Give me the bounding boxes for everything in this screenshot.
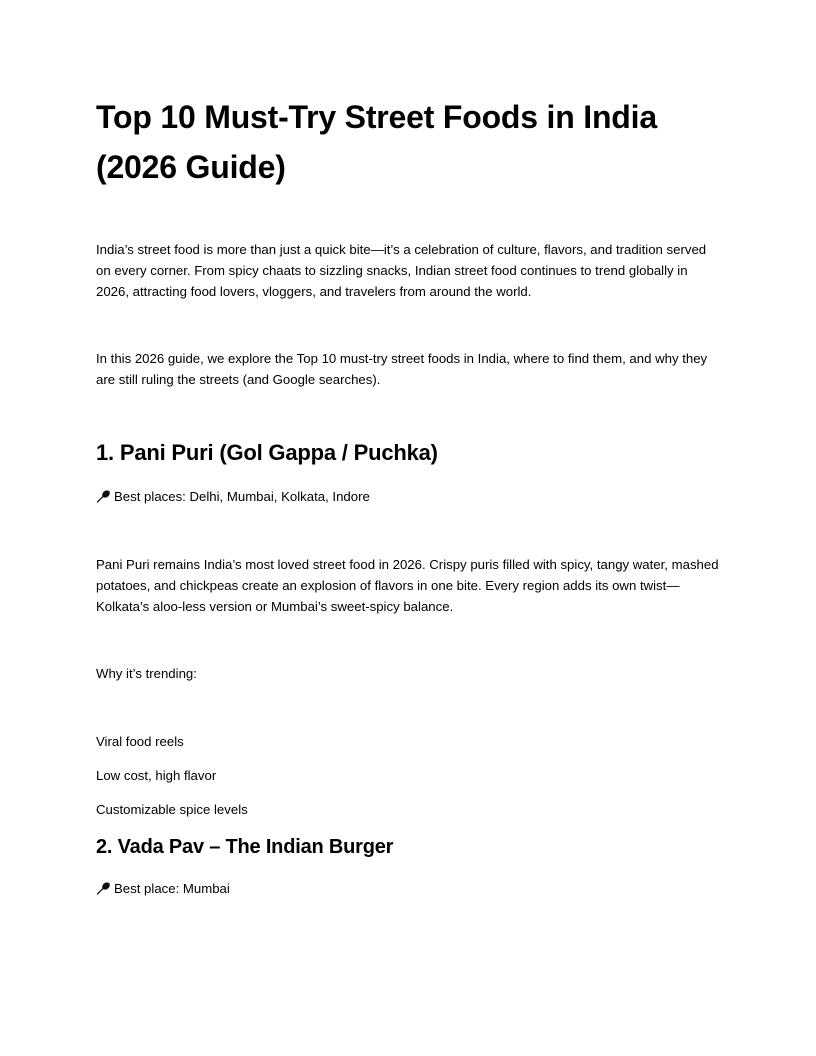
best-places-vada-pav (96, 879, 230, 899)
section-heading-vada-pav: 2. Vada Pav – The Indian Burger (96, 836, 394, 858)
page-title: Top 10 Must-Try Street Foods in India (2026 Guide) (96, 99, 657, 185)
pani-puri-description: Pani Puri remains India’s most loved street food in 2026. Crispy puris filled with spicy, tangy water, mashed potatoes, and chickpeas create an explosion of flavors in one bite. Every region adds its own twist—Kolkata’s aloo-less version or Mumbai’s sweet-spicy balance. (96, 557, 719, 614)
trending-label: Why it’s trending: (96, 666, 197, 681)
pushpin-icon (96, 490, 111, 503)
trending-item: Low cost, high flavor (96, 768, 217, 783)
intro-paragraph-2: In this 2026 guide, we explore the Top 10 must-try street foods in India, where to find them, and why they are still ruling the streets (and Google searches). (96, 351, 708, 387)
trending-item: Viral food reels (96, 734, 184, 749)
best-places-text: Best places: Delhi, Mumbai, Kolkata, Indore (114, 489, 370, 504)
section-heading-pani-puri: 1. Pani Puri (Gol Gappa / Puchka) (96, 440, 438, 465)
intro-paragraph-1: India’s street food is more than just a quick bite—it’s a celebration of culture, flavors, and tradition served on every corner. From spicy chaats to sizzling snacks, Indian street food continues to trend globally in 2026, attracting food lovers, vloggers, and travelers from around the world. (96, 242, 707, 299)
best-places-pani-puri (96, 487, 370, 507)
trending-item: Customizable spice levels (96, 802, 248, 817)
pushpin-icon (96, 882, 111, 895)
best-places-text: Best place: Mumbai (114, 881, 230, 896)
